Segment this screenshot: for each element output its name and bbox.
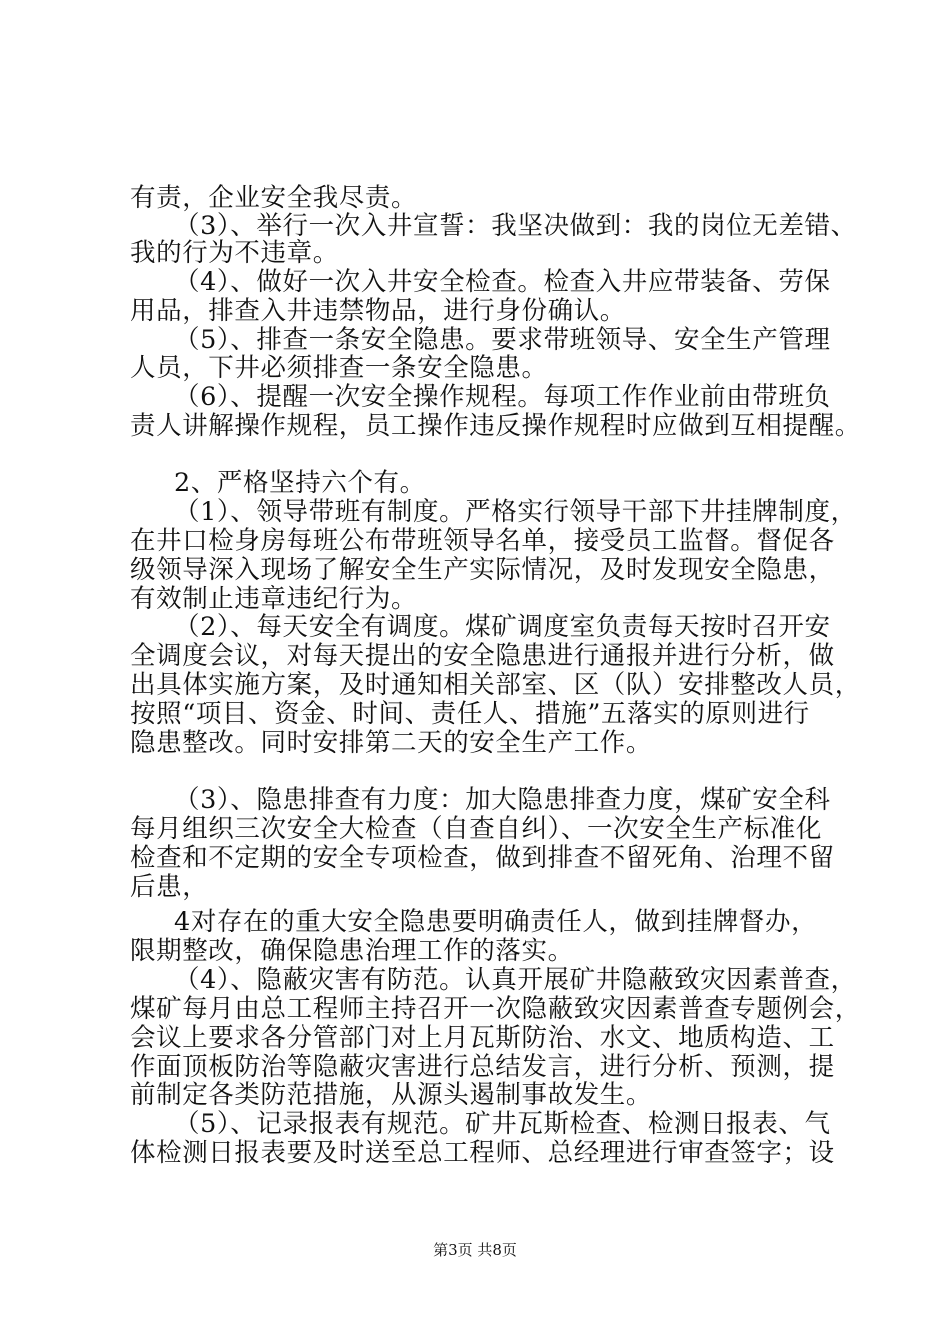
text-line: 前制定各类防范措施，从源头遏制事故发生。 — [130, 1080, 653, 1110]
text-line: 体检测日报表要及时送至总工程师、总经理进行审查签字；设 — [130, 1138, 835, 1168]
text-line: 有责，企业安全我尽责。 — [130, 183, 418, 213]
text-line: 煤矿每月由总工程师主持召开一次隐蔽致灾因素普查专题例会， — [130, 994, 861, 1024]
text-line: （4）、隐蔽灾害有防范。认真开展矿井隐蔽致灾因素普查， — [174, 965, 857, 995]
text-line: 责人讲解操作规程，员工操作违反操作规程时应做到互相提醒。 — [130, 411, 861, 441]
text-line: 用品，排查入井违禁物品，进行身份确认。 — [130, 296, 626, 326]
text-line: 我的行为不违章。 — [130, 238, 339, 268]
text-line: 限期整改，确保隐患治理工作的落实。 — [130, 936, 574, 966]
text-line: （3）、举行一次入井宣誓：我坚决做到：我的岗位无差错、 — [174, 211, 857, 241]
text-line: 4对存在的重大安全隐患要明确责任人，做到挂牌督办， — [174, 907, 818, 937]
text-line: 在井口检身房每班公布带班领导名单，接受员工监督。督促各 — [130, 526, 835, 556]
text-line: 全调度会议，对每天提出的安全隐患进行通报并进行分析，做 — [130, 641, 835, 671]
text-line: 有效制止违章违纪行为。 — [130, 584, 418, 614]
text-line: 会议上要求各分管部门对上月瓦斯防治、水文、地质构造、工 — [130, 1023, 835, 1053]
text-line: （5）、排查一条安全隐患。要求带班领导、安全生产管理 — [174, 325, 831, 355]
text-line: 隐患整改。同时安排第二天的安全生产工作。 — [130, 728, 653, 758]
section-heading: 2、严格坚持六个有。 — [174, 468, 426, 498]
text-line: （2）、每天安全有调度。煤矿调度室负责每天按时召开安 — [174, 612, 831, 642]
text-line: （4）、做好一次入井安全检查。检查入井应带装备、劳保 — [174, 267, 831, 297]
page-number: 第3页 共8页 — [433, 1241, 517, 1259]
text-line: （3）、隐患排查有力度：加大隐患排查力度，煤矿安全科 — [174, 785, 831, 815]
text-line: 检查和不定期的安全专项检查，做到排查不留死角、治理不留 — [130, 843, 835, 873]
text-line: 按照“项目、资金、时间、责任人、措施”五落实的原则进行 — [130, 699, 810, 729]
text-line: 作面顶板防治等隐蔽灾害进行总结发言，进行分析、预测，提 — [130, 1052, 835, 1082]
text-line: 每月组织三次安全大检查（自查自纠）、一次安全生产标准化 — [130, 814, 822, 844]
text-line: 出具体实施方案，及时通知相关部室、区（队）安排整改人员， — [130, 670, 861, 700]
text-line: （6）、提醒一次安全操作规程。每项工作作业前由带班负 — [174, 382, 831, 412]
text-line: 人员，下井必须排查一条安全隐患。 — [130, 353, 548, 383]
text-line: （1）、领导带班有制度。严格实行领导干部下井挂牌制度， — [174, 497, 857, 527]
text-line: 后患， — [130, 872, 209, 902]
text-line: （5）、记录报表有规范。矿井瓦斯检查、检测日报表、气 — [174, 1109, 831, 1139]
text-line: 级领导深入现场了解安全生产实际情况，及时发现安全隐患， — [130, 555, 835, 585]
